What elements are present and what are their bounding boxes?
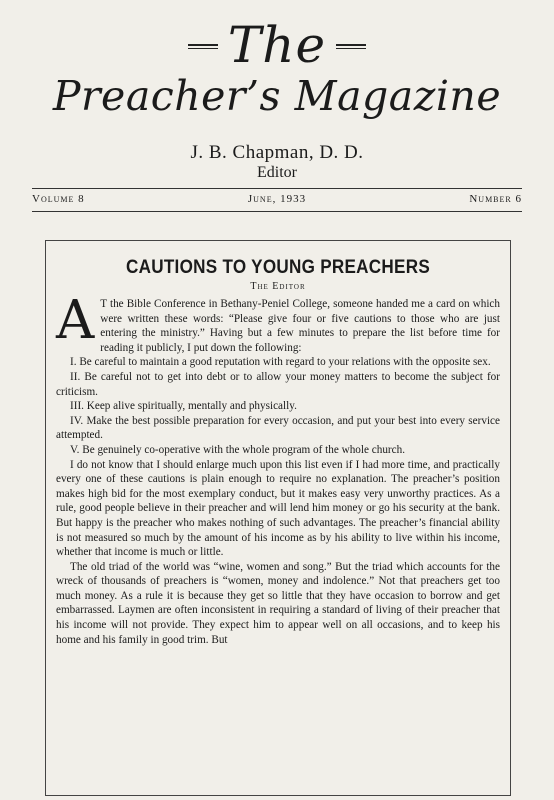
drop-cap: A xyxy=(56,290,95,351)
right-dash-ornament xyxy=(336,44,366,49)
caution-item: II. Be careful not to get into debt or to allow your money matters to become the subject for criticism. xyxy=(56,370,500,398)
masthead-the: The xyxy=(227,16,327,74)
volume-label: Volume 8 xyxy=(32,193,85,205)
magazine-title: Preacher’s Magazine xyxy=(52,72,502,120)
issue-number: Number 6 xyxy=(469,193,522,205)
bottom-rule xyxy=(32,211,522,212)
masthead xyxy=(0,14,554,182)
article-byline: The Editor xyxy=(250,281,306,292)
caution-item: III. Keep alive spiritually, mentally and physically. xyxy=(70,400,297,413)
article-paragraph: The old triad of the world was “wine, women and song.” But the triad which accounts for the wreck of thousands of preachers is “women, money and indolence.” Not that preachers get too much money. As a rule it is because they get so little that they have occasion to borrow and get embarrassed. Laymen are often inconsistent in requiring a standard of living of their preacher that his income will not provide. They expect him to appear well on all occasions, and to keep his home and his family in good trim. But xyxy=(56,560,500,646)
caution-item: V. Be genuinely co-operative with the whole program of the whole church. xyxy=(70,443,406,456)
article-paragraph xyxy=(56,290,500,355)
left-dash-ornament xyxy=(188,44,218,49)
caution-item: I. Be careful to maintain a good reputation with regard to your relations with the opposite sex. xyxy=(70,356,491,369)
issue-date: June, 1933 xyxy=(247,193,307,205)
editor-name: J. B. Chapman, D. D. xyxy=(190,142,364,163)
article-title: CAUTIONS TO YOUNG PREACHERS xyxy=(125,257,431,278)
caution-item: IV. Make the best possible preparation for every occasion, and put your best into every service attempted. xyxy=(56,414,500,442)
editor-role: Editor xyxy=(257,164,297,181)
article-body xyxy=(56,290,500,647)
paragraph-text: T the Bible Conference in Bethany-Peniel College, someone handed me a card on which were written these words: “Please give four or five cautions to those who are just entering the ministry.” Having but a few minutes to prepare the list before time for reading it publicly, I put down the following: xyxy=(100,298,500,354)
article-box xyxy=(45,240,511,796)
masthead-the-line xyxy=(0,14,554,76)
top-rule xyxy=(32,188,522,189)
article-paragraph: I do not know that I should enlarge much upon this list even if I had more time, and practically every one of these cautions is plain enough to require no explanation. The preacher’s position makes high bid for the most exemplary conduct, but it makes easy very unworthy practices. As a rule, good people believe in their preacher and will lend him money or go his security at the bank. But happy is the preacher who makes nothing of such advantages. The preacher’s financial ability is not measured so much by the amount of his income as by his ability to live within his income, whether that income is much or little. xyxy=(56,458,500,559)
volume-line xyxy=(32,193,522,209)
